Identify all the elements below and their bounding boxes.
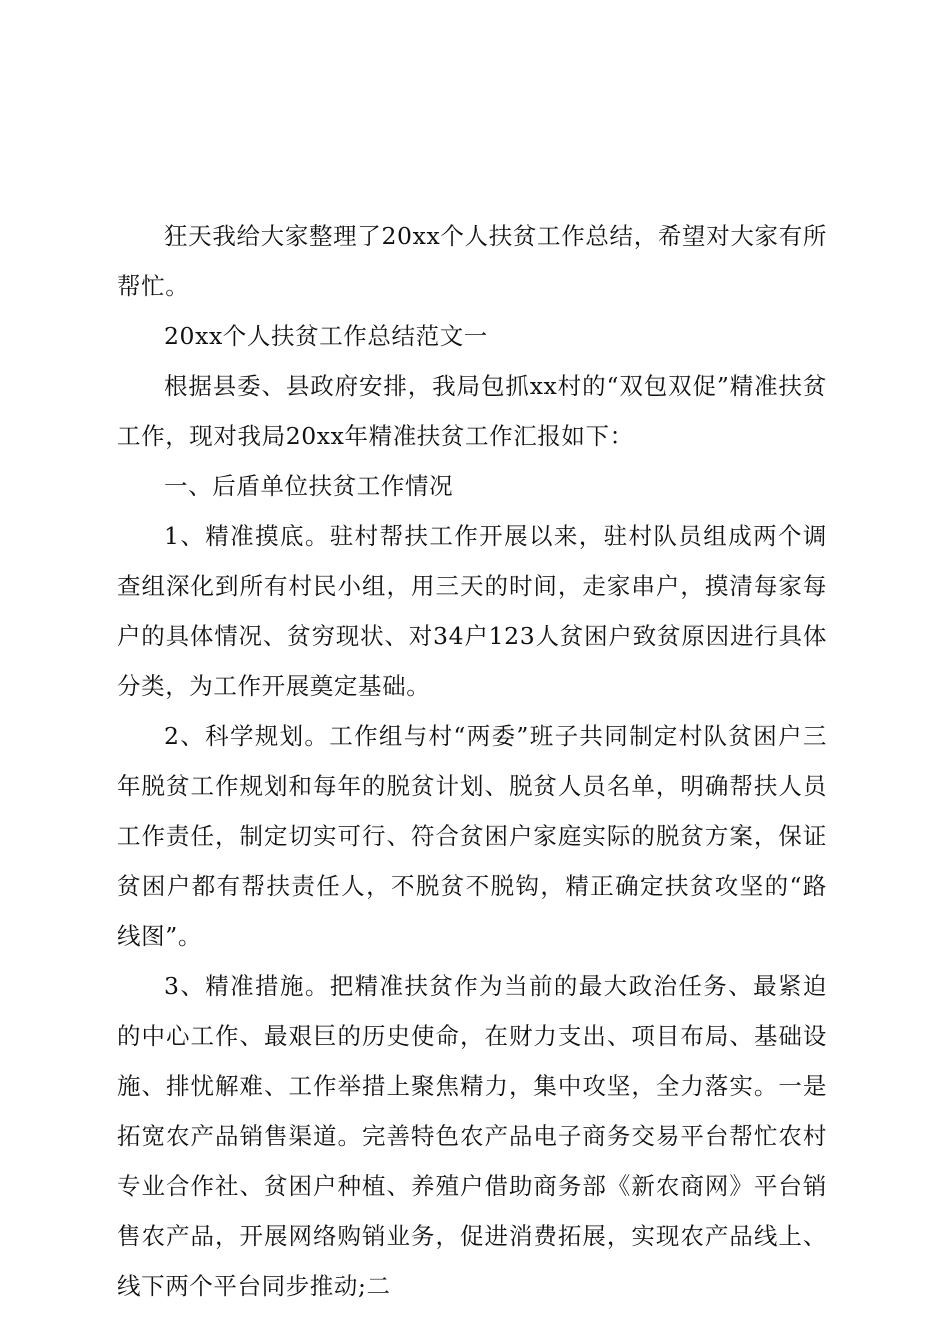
body-paragraph: 2、科学规划。工作组与村“两委”班子共同制定村队贫困户三年脱贫工作规划和每年的脱贫计划、脱贫人员名单，明确帮扶人员工作责任，制定切实可行、符合贫困户家庭实际的脱贫方案，保证贫困户都有帮扶责任人，不脱贫不脱钩，精正确定扶贫攻坚的“路线图”。 (117, 722, 827, 950)
intro-paragraph: 狂天我给大家整理了20xx个人扶贫工作总结，希望对大家有所帮忙。 (117, 222, 827, 300)
document-body (117, 211, 827, 1311)
body-paragraph: 3、精准措施。把精准扶贫作为当前的最大政治任务、最紧迫的中心工作、最艰巨的历史使命，在财力支出、项目布局、基础设施、排忧解难、工作举措上聚焦精力，集中攻坚，全力落实。一是拓宽农产品销售渠道。完善特色农产品电子商务交易平台帮忙农村专业合作社、贫困户种植、养殖户借助商务部《新农商网》平台销售农产品，开展网络购销业务，促进消费拓展，实现农产品线上、线下两个平台同步推动;二 (117, 972, 827, 1300)
body-paragraph: 根据县委、县政府安排，我局包抓xx村的“双包双促”精准扶贫工作，现对我局20xx年精准扶贫工作汇报如下： (117, 372, 827, 450)
body-paragraph: 1、精准摸底。驻村帮扶工作开展以来，驻村队员组成两个调查组深化到所有村民小组，用三天的时间，走家串户，摸清每家每户的具体情况、贫穷现状、对34户123人贫困户致贫原因进行具体分类，为工作开展奠定基础。 (117, 522, 827, 700)
section-heading: 一、后盾单位扶贫工作情况 (164, 472, 454, 500)
section-title: 20xx个人扶贫工作总结范文一 (164, 322, 488, 350)
